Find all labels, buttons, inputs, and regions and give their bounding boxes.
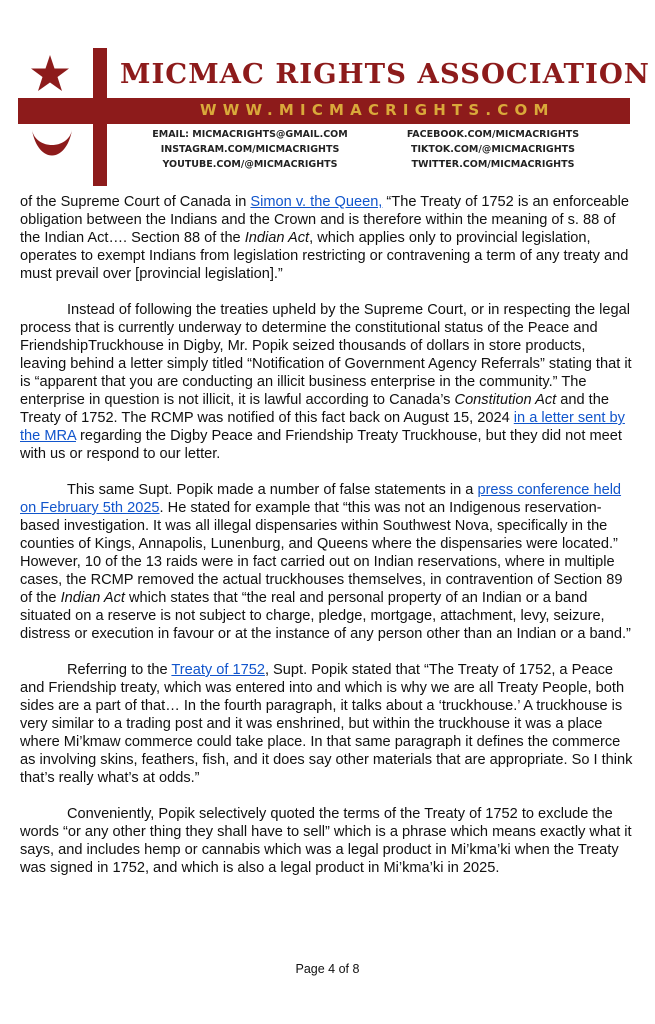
contact-youtube[interactable]: YOUTUBE.COM/@MICMACRIGHTS bbox=[162, 159, 338, 170]
document-body bbox=[20, 193, 635, 895]
paragraph-4: Referring to the Treaty of 1752, Supt. Popik stated that “The Treaty of 1752, a Peace and Friendship treaty, which was entered into and which is why we are all Treaty People, both sides are a part of that… In the fourth paragraph, it talks about a ‘truckhouse.’ A truckhouse is very similar to a trading post and it was enshrined, but within the truckhouse it was a place where Mi’kmaw commerce could take place. In that same paragraph it defines the commerce as involving skins, feathers, fish, and it does say other materials that are appropriate. So I think that’s really what’s at odds.” bbox=[20, 662, 633, 786]
contact-email[interactable]: EMAIL: MICMACRIGHTS@GMAIL.COM bbox=[152, 129, 348, 140]
contact-facebook[interactable]: FACEBOOK.COM/MICMACRIGHTS bbox=[406, 129, 580, 140]
letterhead bbox=[0, 0, 655, 190]
crescent-moon-icon bbox=[30, 126, 74, 162]
link-press-conference[interactable]: press conference held on February 5th 2025 bbox=[20, 482, 622, 516]
contact-list-left bbox=[150, 127, 350, 172]
paragraph-5: Conveniently, Popik selectively quoted the terms of the Treaty of 1752 to exclude the words “or any other thing they shall have to sell” which is a phrase which means exactly what it says, and includes hemp or cannabis which was a legal product in Mi’kma’ki when the Treaty was signed in 1752, and which is also a legal product in Mi’kma’ki in 2025. bbox=[20, 806, 632, 876]
contact-instagram[interactable]: INSTAGRAM.COM/MICMACRIGHTS bbox=[160, 144, 340, 155]
paragraph-1: of the Supreme Court of Canada in Simon v. the Queen, “The Treaty of 1752 is an enforceable obligation between the Indians and the Crown and is therefore within the meaning of s. 88 of the Indian Act…. Section 88 of the Indian Act, which applies only to provincial legislation, operates to exempt Indians from legislation restricting or contravening a term of any treaty and must prevail over [provincial legislation].” bbox=[20, 194, 629, 282]
contact-tiktok[interactable]: TIKTOK.COM/@MICMACRIGHTS bbox=[410, 144, 576, 155]
paragraph-2: Instead of following the treaties upheld by the Supreme Court, or in respecting the legal process that is currently underway to determine the constitutional status of the Peace and FriendshipTruckhouse in Digby, Mr. Popik seized thousands of dollars in store products, leaving behind a letter simply titled “Notification of Government Agency Referrals” stating that it is “apparent that you are conducting an illicit business enterprise in the community.” The enterprise in question is not illicit, it is lawful according to Canada’s Constitution Act and the Treaty of 1752. The RCMP was notified of this fact back on August 15, 2024 in a letter sent by the MRA regarding the Digby Peace and Friendship Treaty Truckhouse, but they did not meet with us or respond to our letter. bbox=[20, 302, 632, 462]
page-number: Page 4 of 8 bbox=[295, 962, 360, 976]
website-url[interactable]: WWW.MICMACRIGHTS.COM bbox=[200, 101, 555, 119]
contact-twitter[interactable]: TWITTER.COM/MICMACRIGHTS bbox=[411, 159, 575, 170]
link-treaty-of-1752[interactable]: Treaty of 1752 bbox=[171, 662, 265, 678]
organization-name: MICMAC RIGHTS ASSOCIATION bbox=[120, 58, 650, 90]
red-star-icon bbox=[28, 52, 72, 96]
contact-list-right bbox=[393, 127, 593, 172]
paragraph-3: This same Supt. Popik made a number of false statements in a press conference held on February 5th 2025. He stated for example that “this was not an Indigenous reservation-based investigation. It was all illegal dispensaries within Southwest Nova, specifically in the counties of Kings, Annapolis, Lunenburg, and Queens where the dispensaries were located.” However, 10 of the 13 raids were in fact carried out on Indian reservations, where in multiple cases, the RCMP removed the actual truckhouses themselves, in contravention of Section 89 of the Indian Act which states that “the real and personal property of an Indian or a band situated on a reserve is not subject to charge, pledge, mortgage, attachment, levy, seizure, distress or execution in favour or at the instance of any person other than an Indian or a band.” bbox=[20, 482, 631, 642]
link-simon-v-the-queen[interactable]: Simon v. the Queen, bbox=[250, 194, 383, 210]
link-mra-letter[interactable]: in a letter sent by the MRA bbox=[20, 410, 625, 444]
